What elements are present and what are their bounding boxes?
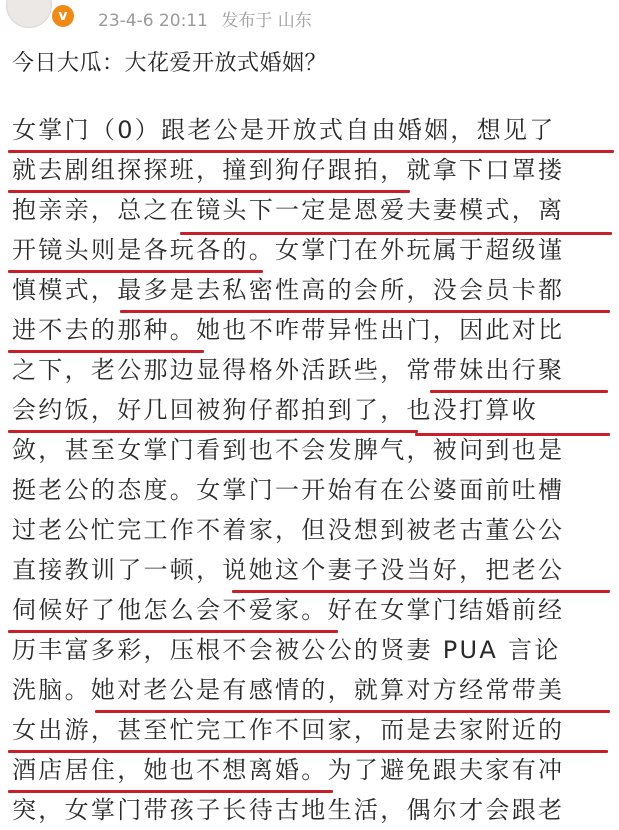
verified-badge-icon: v (52, 5, 74, 27)
text-line: 抱亲亲，总之在镜头下一定是恩爱夫妻模式，离 (12, 196, 565, 224)
underline-mark (430, 390, 608, 393)
post-timestamp: 23-4-6 20:11 (98, 11, 208, 31)
text-line: 酒店居住，她也不想离婚。为了避免跟夫家有冲 (12, 756, 565, 784)
text-line: 进不去的那种。她也不咋带异性出门，因此对比 (12, 316, 565, 344)
text-line: 开镜头则是各玩各的。女掌门在外玩属于超级谨 (12, 236, 565, 264)
text-line: 慎模式，最多是去私密性高的会所，没会员卡都 (12, 276, 565, 304)
text-line: 就去剧组探探班，撞到狗仔跟拍，就拿下口罩搂 (12, 156, 565, 184)
text-line: 伺候好了他怎么会不爱家。好在女掌门结婚前经 (12, 596, 565, 624)
text-line: 历丰富多彩，压根不会被公公的贤妻 PUA 言论 (12, 636, 561, 664)
text-line: 突，女掌门带孩子长待古地生活，偶尔才会跟老 (12, 796, 565, 824)
underline-mark (180, 232, 612, 235)
text-line: 直接教训了一顿，说她这个妻子没当好，把老公 (12, 556, 565, 584)
text-line: 女出游，甚至忙完工作不回家，而是去家附近的 (12, 716, 565, 744)
underline-mark (8, 150, 614, 153)
underline-mark (8, 630, 338, 633)
underline-mark (232, 590, 610, 593)
underline-mark (8, 750, 608, 753)
post-title: 今日大瓜：大花爱开放式婚姻？ (12, 51, 328, 76)
post-meta (98, 6, 320, 31)
underline-mark (8, 190, 410, 193)
underline-mark (415, 433, 610, 436)
underline-mark (8, 270, 263, 273)
text-line: 过老公忙完工作不着家，但没想到被老古董公公 (12, 516, 565, 544)
text-line: 敛，甚至女掌门看到也不会发脾气，被问到也是 (12, 436, 565, 464)
underline-mark (95, 710, 610, 713)
underline-mark (120, 310, 610, 313)
avatar[interactable] (6, 0, 52, 28)
text-line: 之下，老公那边显得格外活跃些，常带妹出行聚 (12, 356, 565, 384)
text-line: 洗脑。她对老公是有感情的，就算对方经常带美 (12, 676, 565, 704)
text-line: 女掌门（0）跟老公是开放式自由婚姻，想见了 (12, 116, 556, 144)
post-header (0, 0, 619, 34)
text-line: 挺老公的态度。女掌门一开始有在公婆面前吐槽 (12, 476, 565, 504)
underline-mark (8, 430, 418, 433)
underline-mark (8, 350, 204, 353)
text-line: 会约饭，好几回被狗仔都拍到了，也没打算收 (12, 396, 538, 424)
post-location: 发布于 山东 (221, 11, 312, 31)
